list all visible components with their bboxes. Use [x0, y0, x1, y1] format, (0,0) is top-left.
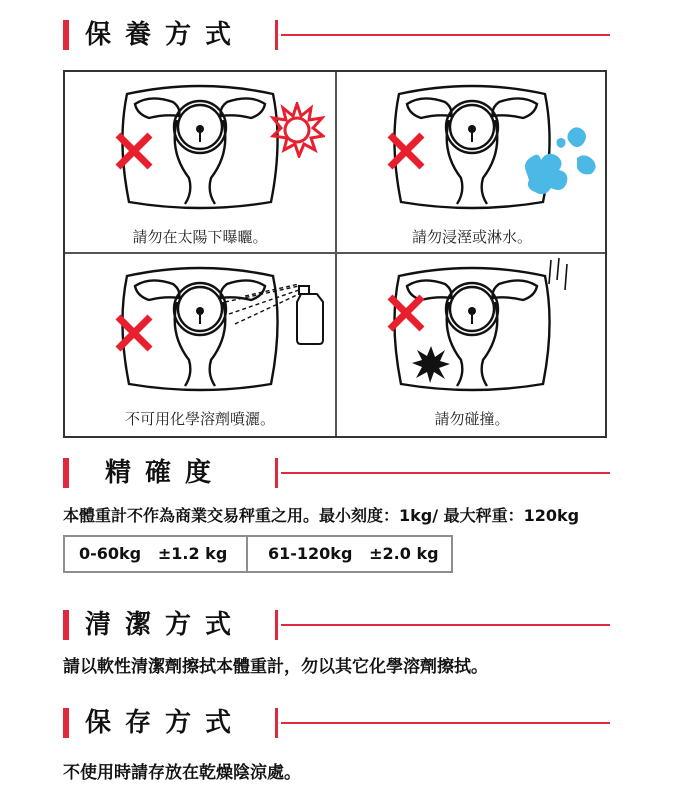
- care-item-impact: [337, 254, 607, 436]
- prohibited-cross-icon: [385, 292, 427, 334]
- scale-illustration: [337, 254, 607, 404]
- storage-text: 不使用時請存放在乾燥陰涼處。: [63, 763, 301, 783]
- care-item-sun: [65, 72, 335, 254]
- accuracy-section-title: 精確度: [105, 458, 226, 488]
- tolerance: ±1.2 kg: [157, 544, 228, 563]
- care-section-title: 保養方式: [85, 20, 246, 50]
- heading-tick: [275, 458, 278, 488]
- heading-marker: [63, 458, 69, 488]
- impact-burst-icon: [411, 344, 451, 384]
- accuracy-cell-low: [65, 537, 248, 571]
- heading-marker: [63, 610, 69, 640]
- care-item-water: [337, 72, 607, 254]
- heading-rule: [281, 472, 610, 474]
- care-caption: 請勿在太陽下曝曬。: [132, 228, 268, 246]
- heading-tick: [275, 708, 278, 738]
- heading-rule: [281, 624, 610, 626]
- heading-rule: [281, 34, 610, 36]
- heading-tick: [275, 20, 278, 50]
- accuracy-cell-high: [248, 537, 451, 571]
- tolerance: ±2.0 kg: [369, 544, 439, 563]
- water-splash-icon: [517, 122, 601, 202]
- cleaning-section-title: 清潔方式: [85, 610, 246, 640]
- cleaning-text: 請以軟性清潔劑擦拭本體重計，勿以其它化學溶劑擦拭。: [63, 657, 488, 677]
- heading-marker: [63, 708, 69, 738]
- cleaning-section-heading: [63, 608, 610, 642]
- weight-range: 0-60kg: [79, 544, 142, 563]
- prohibited-cross-icon: [113, 130, 155, 172]
- accuracy-section-heading: [63, 456, 610, 490]
- care-grid: [63, 70, 607, 438]
- accuracy-description: 本體重計不作為商業交易秤重之用。最小刻度：1kg/ 最大秤重：120kg: [63, 506, 580, 525]
- spray-can-icon: [225, 272, 329, 348]
- care-section-heading: [63, 18, 610, 52]
- prohibited-cross-icon: [385, 130, 427, 172]
- care-caption: 不可用化學溶劑噴灑。: [124, 410, 275, 428]
- heading-rule: [281, 722, 610, 724]
- heading-tick: [275, 610, 278, 640]
- storage-section-title: 保存方式: [85, 708, 246, 738]
- sun-icon: [269, 102, 325, 158]
- prohibited-cross-icon: [113, 312, 155, 354]
- care-caption: 請勿碰撞。: [434, 410, 510, 428]
- accuracy-table: [63, 535, 453, 573]
- care-item-spray: [65, 254, 335, 436]
- heading-marker: [63, 20, 69, 50]
- storage-section-heading: [63, 706, 610, 740]
- care-caption: 請勿浸溼或淋水。: [411, 228, 532, 246]
- weight-range: 61-120kg: [268, 544, 353, 563]
